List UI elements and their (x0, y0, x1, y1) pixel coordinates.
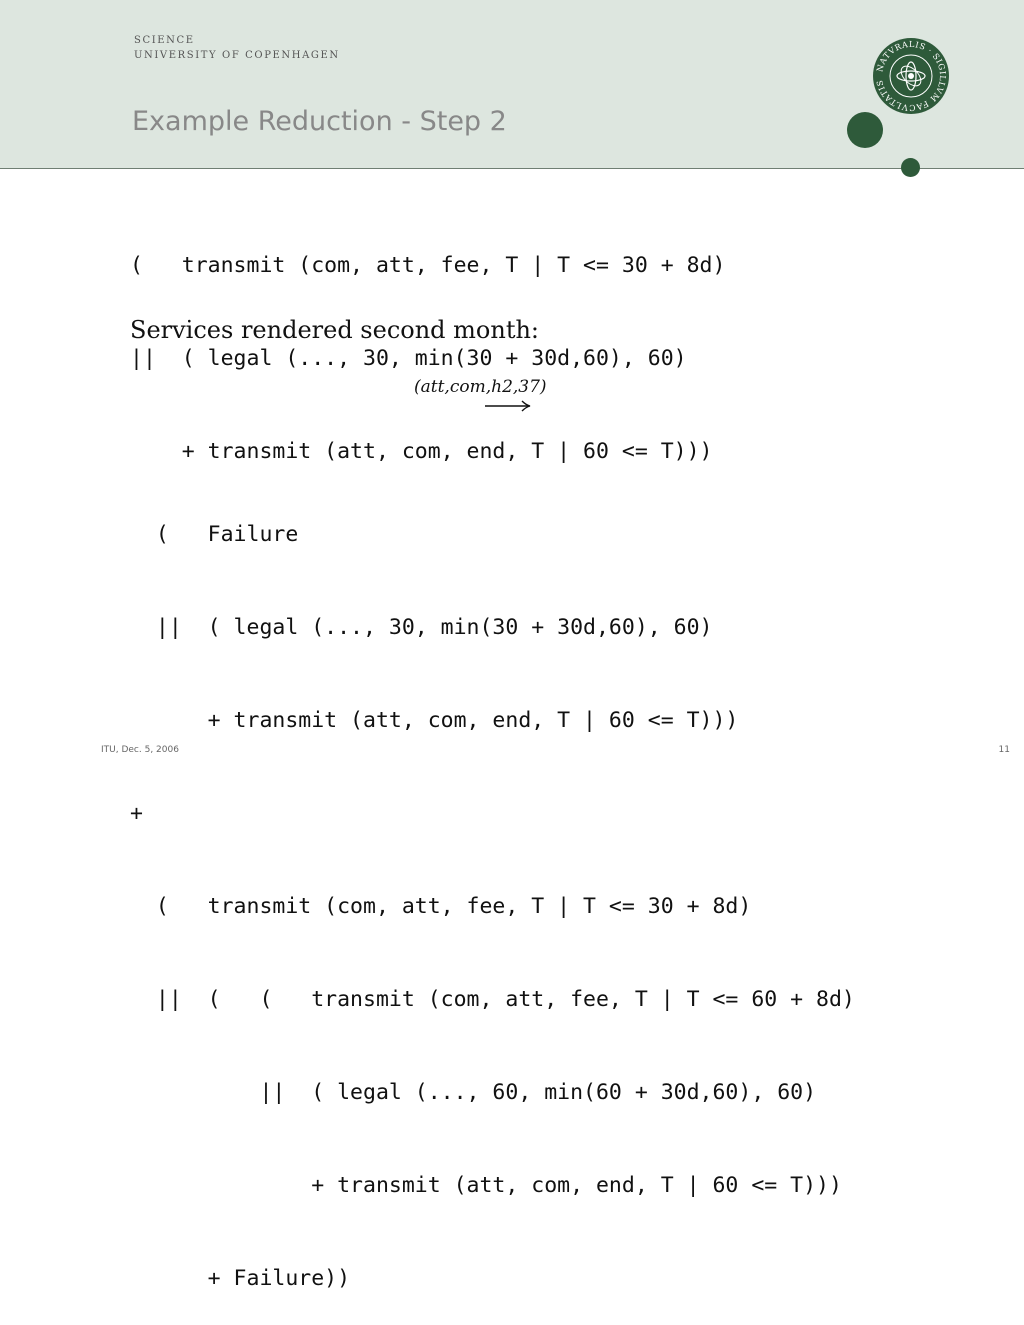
code-line: || ( legal (..., 30, min(30 + 30d,60), 60) (130, 346, 687, 371)
long-right-arrow-icon (484, 399, 532, 413)
code-line: || ( legal (..., 60, min(60 + 30d,60), 60) (130, 1080, 817, 1105)
svg-text:NATVRALIS · SIGILLVM FACVLTATI: NATVRALIS · SIGILLVM FACVLTATIS (874, 38, 949, 114)
code-line: + Failure)) (130, 1266, 351, 1291)
code-line: ( Failure (130, 522, 299, 547)
code-line: + (130, 801, 143, 826)
code-line: || ( legal (..., 30, min(30 + 30d,60), 60) (130, 615, 713, 640)
slide-title: Example Reduction - Step 2 (132, 106, 507, 137)
institution-line-1: SCIENCE (134, 35, 195, 46)
footer-date: ITU, Dec. 5, 2006 (101, 745, 179, 755)
university-seal-logo (872, 37, 950, 115)
decorative-circle-large (847, 112, 883, 148)
services-heading: Services rendered second month: (130, 316, 540, 344)
code-line: ( transmit (com, att, fee, T | T <= 30 + 8d) (130, 253, 726, 278)
process-expression-after (130, 457, 855, 1325)
code-line: + transmit (att, com, end, T | 60 <= T))) (130, 439, 713, 464)
code-line: || ( ( transmit (com, att, fee, T | T <= 60 + 8d) (130, 987, 855, 1012)
page-number: 11 (998, 745, 1010, 755)
code-line: ( transmit (com, att, fee, T | T <= 30 + 8d) (130, 894, 752, 919)
transition-label: (att,com,h2,37) (414, 377, 547, 397)
code-line: + transmit (att, com, end, T | 60 <= T))) (130, 1173, 842, 1198)
decorative-circle-small (901, 158, 920, 177)
institution-line-2: UNIVERSITY OF COPENHAGEN (134, 50, 340, 61)
code-line: + transmit (att, com, end, T | 60 <= T))) (130, 708, 739, 733)
